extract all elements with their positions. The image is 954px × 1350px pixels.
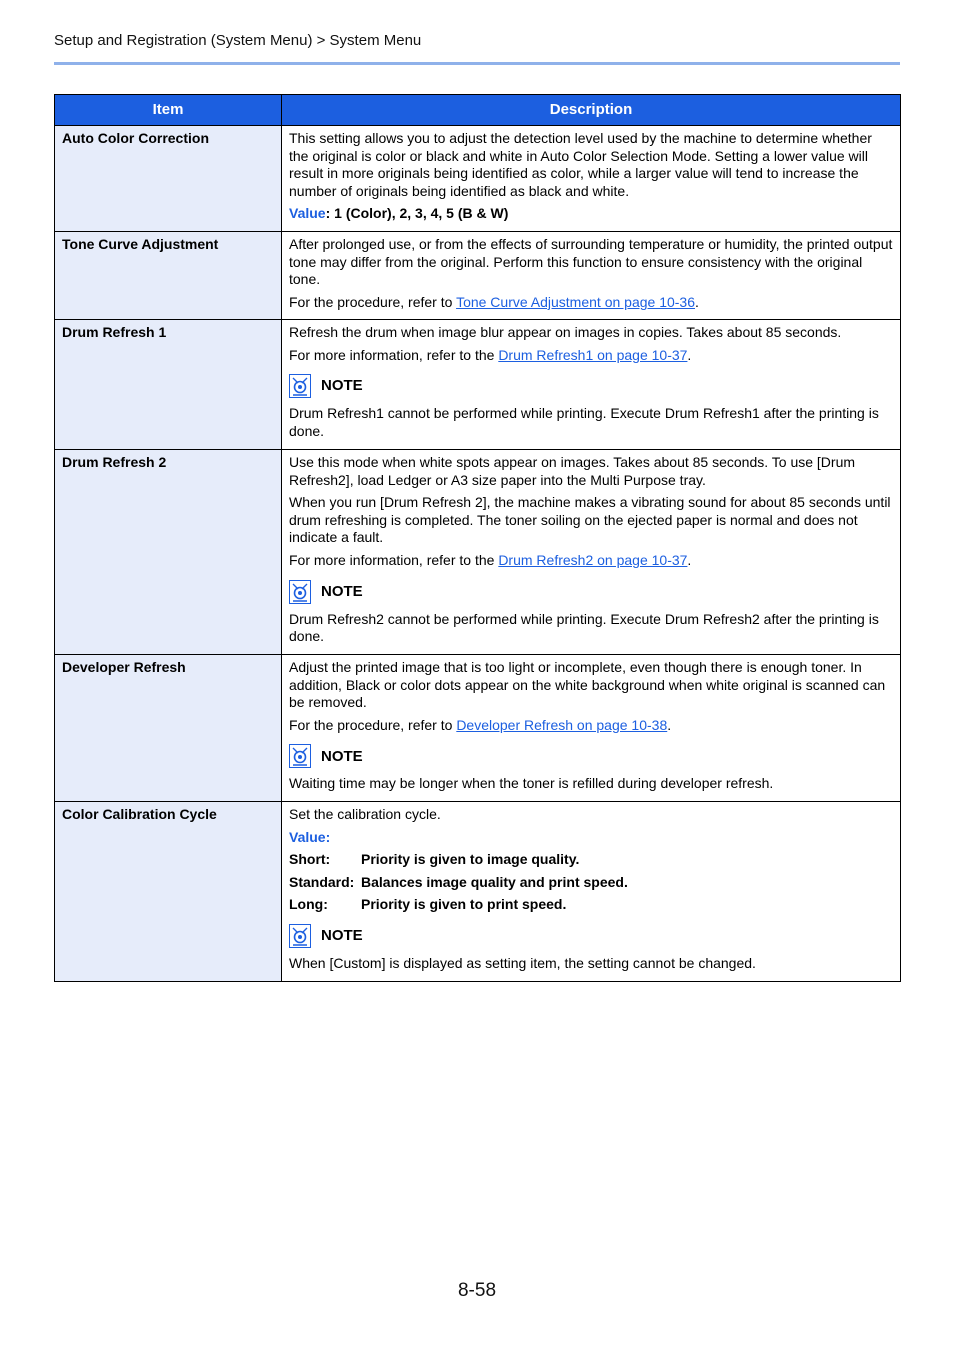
reference-line	[289, 347, 893, 365]
note-heading	[289, 579, 893, 605]
description-text: Set the calibration cycle.	[289, 806, 441, 822]
note-text: Waiting time may be longer when the toner is refilled during developer refresh.	[289, 775, 774, 792]
note-icon	[289, 580, 311, 604]
item-name: Tone Curve Adjustment	[55, 232, 282, 320]
column-header-item: Item	[55, 95, 282, 126]
item-name: Drum Refresh 1	[55, 320, 282, 450]
reference-prefix: For the procedure, refer to	[289, 716, 457, 733]
item-description	[282, 126, 901, 232]
description-text: Refresh the drum when image blur appear on images in copies. Takes about 85 seconds.	[289, 324, 842, 340]
note-heading	[289, 373, 893, 399]
value-option-key: Standard:	[289, 873, 355, 890]
note-title: NOTE	[321, 377, 363, 395]
note-text: When [Custom] is displayed as setting item, the setting cannot be changed.	[289, 954, 756, 971]
table-row	[55, 655, 901, 802]
item-description	[282, 320, 901, 450]
note-title: NOTE	[321, 747, 363, 765]
item-name: Drum Refresh 2	[55, 450, 282, 655]
value-option-key: Long:	[289, 896, 328, 913]
header-rule	[54, 62, 900, 65]
note-icon	[289, 374, 311, 398]
value-option-key: Short:	[289, 851, 331, 868]
reference-prefix: For more information, refer to the	[289, 551, 499, 568]
note-heading	[289, 743, 893, 769]
note-heading	[289, 923, 893, 949]
table-row	[55, 126, 901, 232]
reference-link[interactable]: Drum Refresh2 on page 10-37	[498, 551, 688, 568]
reference-suffix: .	[667, 716, 672, 733]
item-description	[282, 232, 901, 320]
value-option	[289, 851, 893, 869]
item-name: Color Calibration Cycle	[55, 802, 282, 982]
table-row	[55, 320, 901, 450]
description-text-2: When you run [Drum Refresh 2], the machine makes a vibrating sound for about 85 seconds until drum refreshing is completed. The toner soiling on the ejected paper is normal and does not indicate a fault.	[289, 494, 891, 546]
note-title: NOTE	[321, 927, 363, 945]
note-title: NOTE	[321, 582, 363, 600]
value-line	[289, 205, 893, 223]
value-option-desc: Priority is given to image quality.	[361, 851, 580, 868]
reference-link[interactable]: Developer Refresh on page 10-38	[456, 716, 668, 733]
table-row	[55, 450, 901, 655]
item-description	[282, 450, 901, 655]
note-text: Drum Refresh1 cannot be performed while printing. Execute Drum Refresh1 after the printing is done.	[289, 405, 879, 439]
table-row	[55, 802, 901, 982]
reference-line	[289, 552, 893, 570]
note-icon	[289, 744, 311, 768]
description-text: Adjust the printed image that is too light or incomplete, even though there is enough toner. In addition, Black or color dots appear on the white background when white original is scanned can be removed.	[289, 659, 886, 711]
table-header-row	[55, 95, 901, 126]
value-option-desc: Priority is given to print speed.	[361, 896, 567, 913]
note-icon	[289, 924, 311, 948]
table-row	[55, 232, 901, 320]
value-text: : 1 (Color), 2, 3, 4, 5 (B & W)	[325, 205, 509, 222]
reference-prefix: For the procedure, refer to	[289, 293, 457, 310]
value-label: Value	[289, 205, 326, 222]
value-option	[289, 874, 893, 892]
item-name: Auto Color Correction	[55, 126, 282, 232]
column-header-description: Description	[282, 95, 901, 126]
reference-suffix: .	[695, 293, 699, 310]
item-name: Developer Refresh	[55, 655, 282, 802]
item-description	[282, 655, 901, 802]
reference-link[interactable]: Drum Refresh1 on page 10-37	[498, 346, 688, 363]
description-text: Use this mode when white spots appear on images. Takes about 85 seconds. To use [Drum Refresh2], load Ledger or A3 size paper into the Multi Purpose tray.	[289, 454, 856, 488]
value-option-desc: Balances image quality and print speed.	[361, 873, 628, 890]
reference-link[interactable]: Tone Curve Adjustment on page 10-36	[456, 293, 695, 310]
item-description	[282, 802, 901, 982]
description-text: After prolonged use, or from the effects of surrounding temperature or humidity, the printed output tone may differ from the original. Perform this function to ensure consistency with the original tone.	[289, 236, 893, 288]
reference-prefix: For more information, refer to the	[289, 346, 499, 363]
page-number: 8-58	[457, 1280, 497, 1301]
value-option	[289, 896, 893, 914]
reference-line	[289, 294, 893, 312]
value-line	[289, 829, 893, 847]
reference-suffix: .	[687, 551, 692, 568]
value-label: Value:	[289, 828, 331, 845]
reference-suffix: .	[687, 346, 692, 363]
description-text: This setting allows you to adjust the detection level used by the machine to determine whether the original is color or black and white in Auto Color Selection Mode. Setting a lower value will result in more originals being identified as color, while a larger value will tend to increase the number of originals being identified as black and white.	[289, 130, 872, 199]
note-text: Drum Refresh2 cannot be performed while printing. Execute Drum Refresh2 after the printing is done.	[289, 610, 879, 645]
settings-table	[54, 94, 901, 982]
breadcrumb: Setup and Registration (System Menu) > System Menu	[54, 32, 422, 49]
reference-line	[289, 717, 893, 735]
